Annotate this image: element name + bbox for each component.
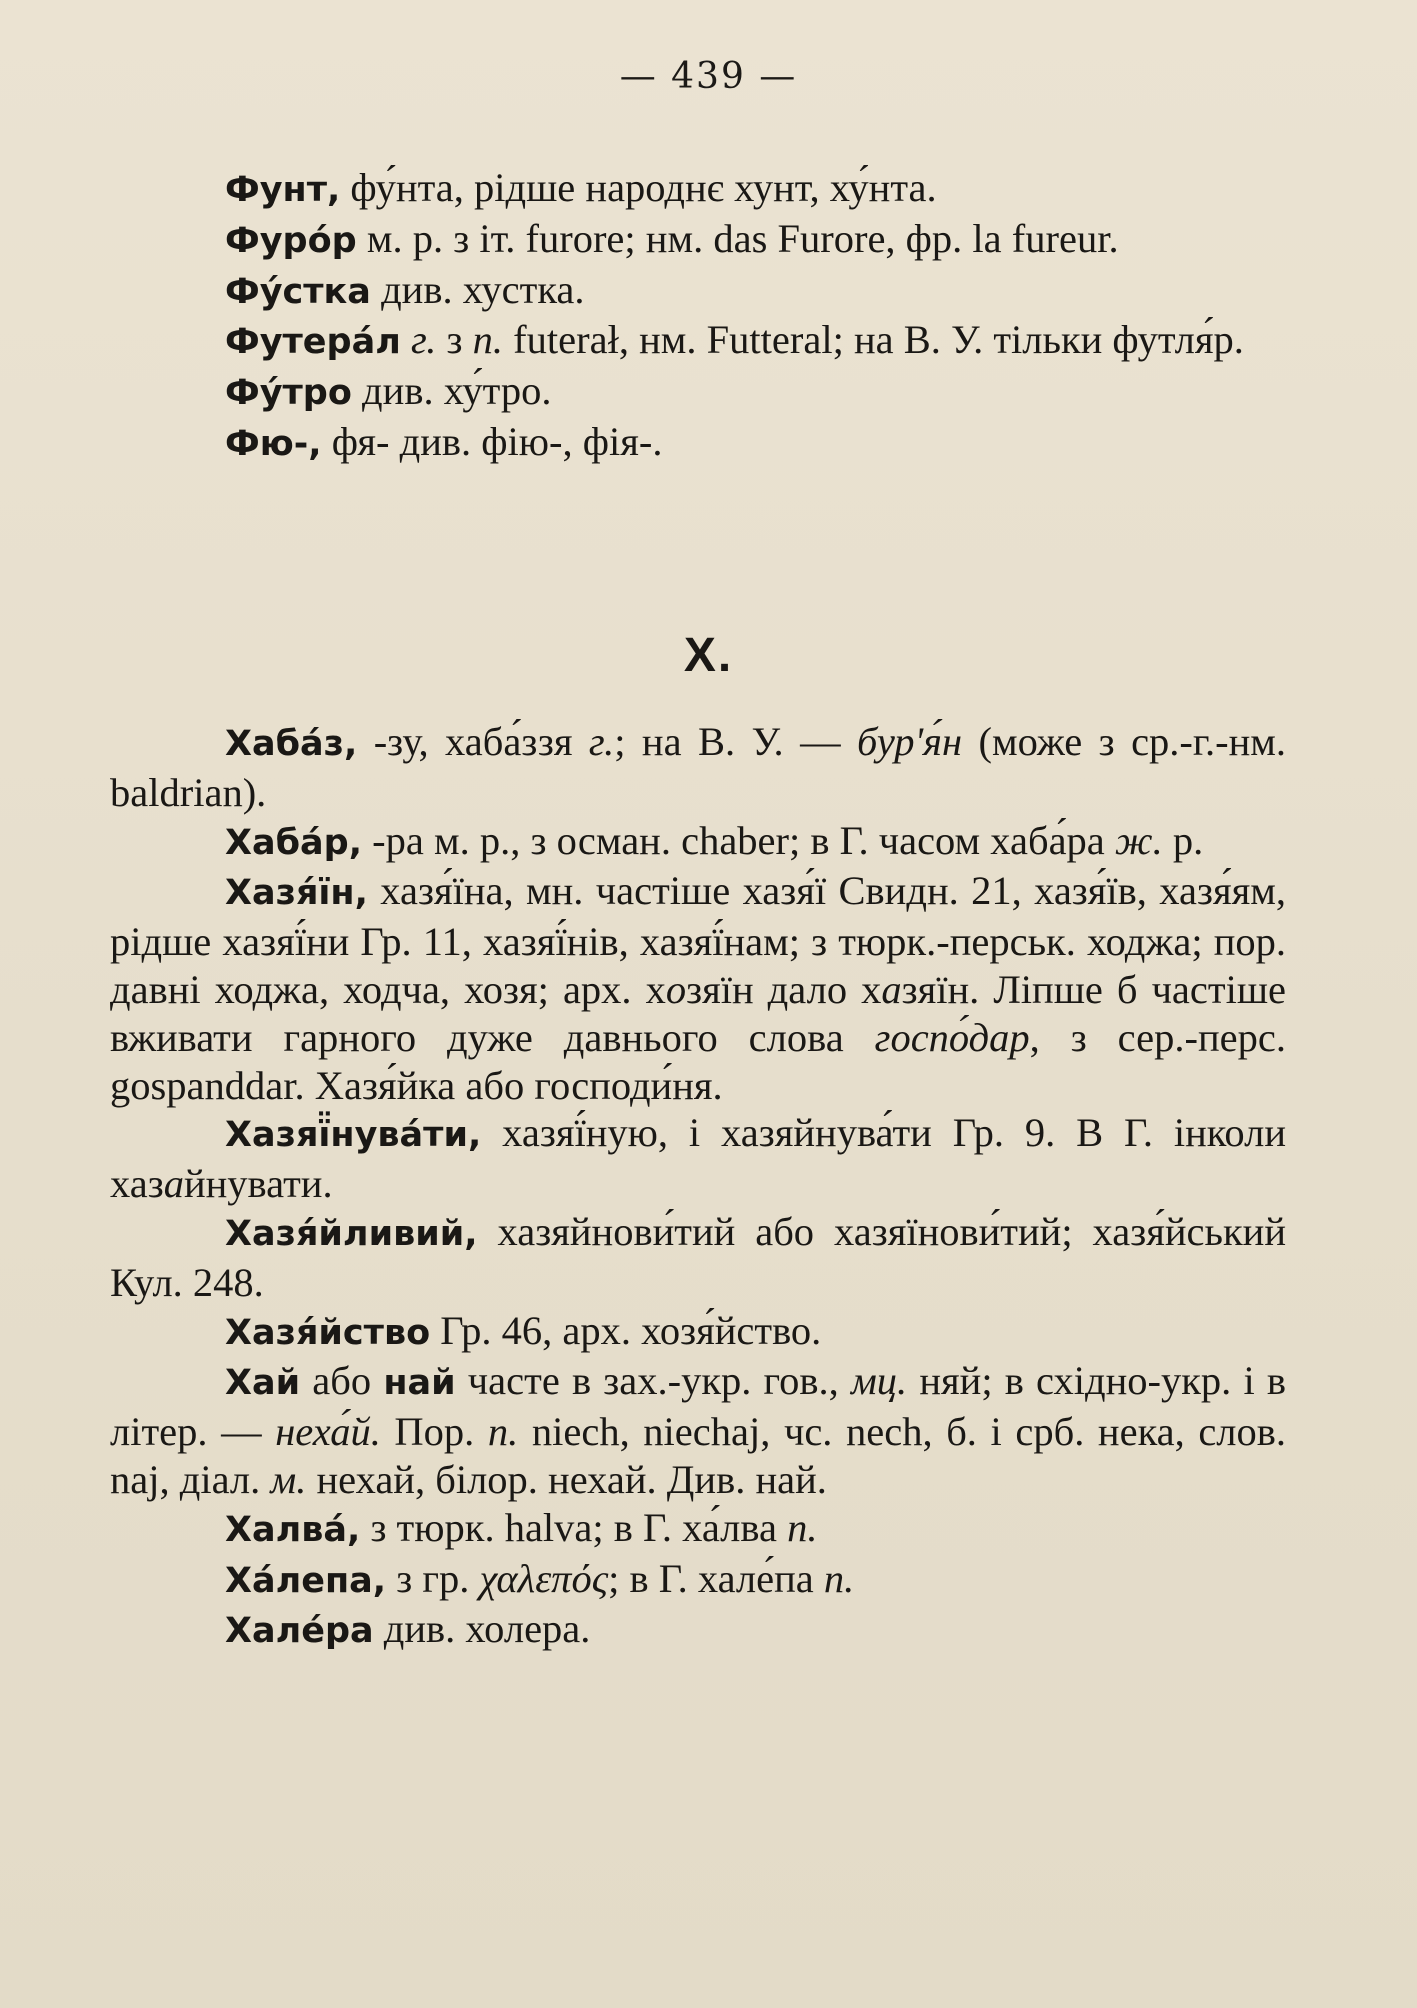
entry-text: неха́й.: [275, 1409, 381, 1455]
entry-text: niech, niechaj, чс. nech, б. і срб. нека, слов. naj, діал.: [110, 1409, 1287, 1502]
entry-text: хазяйнови́тий або хазяїнови́тий; хазя́йський Кул. 248.: [110, 1208, 1286, 1305]
entry-text: м.: [270, 1456, 307, 1502]
entry-text: госпо́дар: [874, 1014, 1030, 1060]
dictionary-entry: [110, 1555, 1286, 1606]
entry-text: ; в Г. хале́па: [608, 1555, 824, 1601]
entry-headword: Ха́лепа,: [225, 1560, 387, 1601]
entry-text: г.: [410, 317, 437, 363]
dictionary-entry: [110, 1605, 1286, 1656]
entry-text: м. р. з іт. furore; нм. das Furore, фр. la fureur.: [356, 215, 1119, 261]
dictionary-entry: [110, 215, 1286, 266]
entry-text: най: [383, 1363, 456, 1404]
entry-text: а: [163, 1161, 184, 1207]
entry-text: п.: [787, 1504, 818, 1550]
entry-text: бур'я́н: [856, 719, 963, 764]
dictionary-entry: [110, 1504, 1286, 1555]
entry-text: Пор.: [380, 1409, 488, 1455]
entry-text: -зу, хаба́ззя: [357, 719, 589, 764]
entry-headword: Фю-,: [225, 423, 322, 464]
entry-text: Гр. 46, арх. хозя́йство.: [430, 1307, 822, 1353]
entry-text: йнувати.: [183, 1161, 333, 1207]
entry-text: або: [300, 1358, 384, 1404]
entry-headword: Хале́ра: [225, 1611, 374, 1652]
entry-text: п.: [472, 317, 504, 363]
entry-text: з: [436, 317, 473, 363]
entry-headword: Хаба́р,: [225, 822, 363, 863]
entry-text: див. холера.: [373, 1606, 591, 1652]
entry-headword: Фу́стка: [225, 271, 371, 312]
entry-text: п.: [487, 1409, 519, 1455]
section-heading: X.: [683, 629, 734, 682]
entry-text: г.: [588, 719, 615, 764]
entry-text: (може з ср.-г.-нм. baldrian).: [110, 719, 1286, 815]
dictionary-entry: [110, 1357, 1286, 1503]
entry-text: о: [665, 966, 687, 1012]
entry-headword: Халва́,: [225, 1509, 361, 1550]
entry-text: хазяї́ную, і хазяйнува́ти Гр. 9. В Г. інколи хаз: [110, 1110, 1286, 1207]
entry-text: часте в зах.-укр. гов.,: [455, 1358, 851, 1404]
entry-text: нехай, білор. нехай. Див. най.: [306, 1456, 827, 1502]
dictionary-entry: [110, 817, 1286, 868]
entry-text: , з сер.-перс. gospanddar. Хазя́йка або господи́ня.: [110, 1014, 1286, 1108]
page-number: — 439 —: [619, 56, 798, 97]
entry-text: [401, 317, 411, 362]
entry-text: futerał, нм. Futteral; на В. У. тільки футля́р.: [503, 317, 1244, 363]
entry-text: див. ху́тро.: [351, 368, 552, 414]
entry-text: няй; в східно-укр. і в літер. —: [110, 1358, 1286, 1455]
dictionary-entry: [110, 316, 1286, 367]
entry-text: з тюрк. halva; в Г. ха́лва: [360, 1504, 788, 1550]
entry-headword: Хай: [225, 1363, 301, 1404]
dictionary-entry: [110, 867, 1286, 1109]
dictionary-entry: [110, 1208, 1286, 1307]
dictionary-entry: [110, 418, 1286, 469]
entry-headword: Хазя́їн,: [225, 873, 368, 914]
entry-text: р.: [1162, 817, 1204, 863]
entry-headword: Хазя́йливий,: [225, 1213, 478, 1254]
entry-text: ; на В. У. —: [614, 719, 857, 764]
entry-text: хазя́їна, мн. частіше хазя́ї Свидн. 21, хазя́їв, хазя́ям, рідше хазяї́ни Гр. 11, хазяї́нів, хазяї́нам; з тюрк.-перськ. ходжа; пор. давні ходжа, ходча, хозя; арх. х: [110, 868, 1286, 1012]
entry-headword: Хазяї̈нува́ти,: [225, 1115, 482, 1156]
dictionary-entry: [110, 718, 1286, 817]
dictionary-entry: [110, 266, 1286, 317]
entry-headword: Хазя́йство: [225, 1312, 431, 1353]
entry-text: з гр.: [386, 1555, 480, 1601]
dictionary-entry: [110, 1109, 1286, 1208]
dictionary-entry: [110, 367, 1286, 418]
entry-text: див. хустка.: [370, 266, 585, 312]
entry-text: -ра м. р., з осман. chaber; в Г. часом хаба́ра: [362, 817, 1115, 863]
entry-text: зяїн. Ліпше б частіше вживати гарного дуже давнього слова: [110, 966, 1287, 1060]
entry-text: мц.: [850, 1358, 908, 1404]
entry-text: фя- див. фію-, фія-.: [321, 418, 663, 464]
entry-text: фу́нта, рідше народнє хунт, ху́нта.: [340, 165, 937, 210]
entry-headword: Фу́тро: [225, 373, 352, 414]
entries-section-kh: [110, 718, 1286, 1656]
entry-headword: Фуро́р: [225, 220, 357, 261]
entry-headword: Фунт,: [225, 170, 341, 210]
entry-text: а: [881, 966, 902, 1012]
entry-text: п.: [823, 1555, 855, 1601]
entry-headword: Футера́л: [225, 322, 401, 363]
dictionary-entry: [110, 164, 1286, 215]
entry-text: ж.: [1114, 817, 1163, 863]
dictionary-entry: [110, 1307, 1286, 1358]
entry-headword: Хаба́з,: [225, 724, 358, 764]
entry-text: χαλεπός: [479, 1555, 609, 1601]
entries-section-f: [110, 164, 1286, 469]
entry-text: зяїн дало х: [686, 966, 882, 1012]
